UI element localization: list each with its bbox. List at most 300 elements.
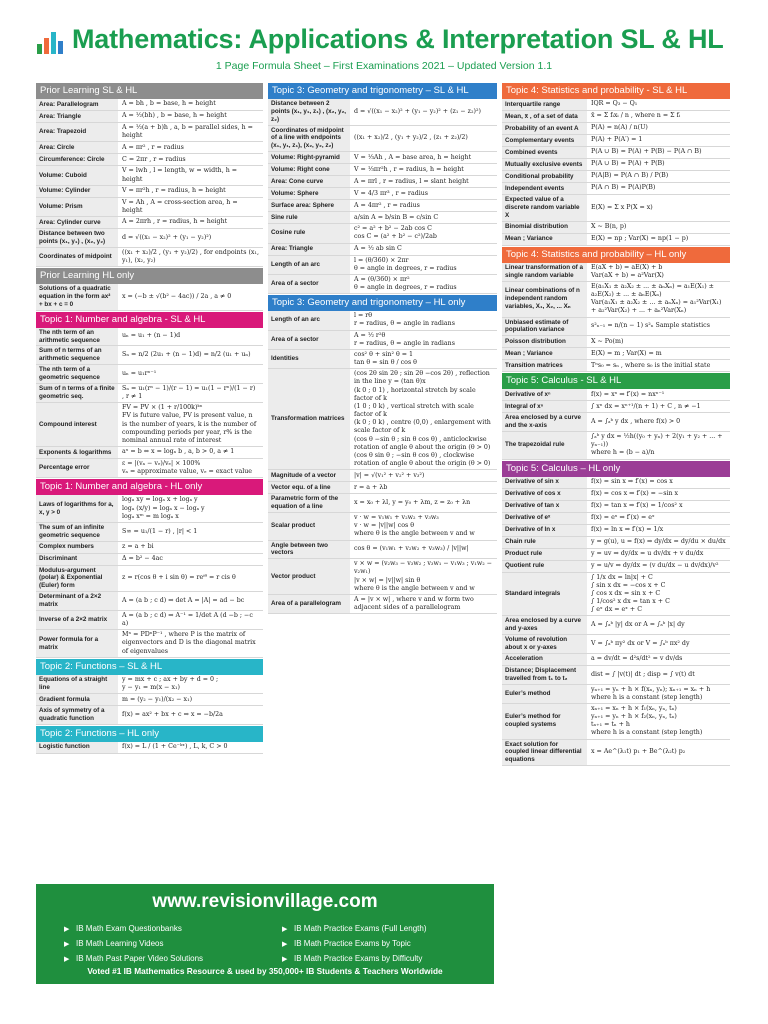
formula-value: P(A ∪ B) = P(A) + P(B) (591, 160, 665, 168)
section-header: Prior Learning HL only (36, 268, 263, 284)
formula-label: Vector product (268, 559, 350, 594)
formula-label: Laws of logarithms for a, x, y > 0 (36, 495, 118, 522)
formula-value: Tⁿs₀ = sₙ , where s₀ is the initial state (591, 361, 711, 369)
formula-label: Mutually exclusive events (502, 159, 587, 170)
promo-item[interactable] (282, 937, 427, 952)
promo-item-label: IB Math Practice Exams by Topic (294, 939, 411, 948)
formula-label: Standard integrals (502, 573, 587, 616)
formula-value: |v| = √(v₁² + v₂² + v₃²) (354, 471, 425, 479)
formula-label: Integral of xⁿ (502, 401, 587, 412)
formula-value: x̄ = Σ fᵢxᵢ / n , where n = Σ fᵢ (591, 112, 681, 120)
formula-value: V = ⅓πr²h , r = radius, h = height (354, 165, 464, 173)
formula-value: A = |v × w| , where v and w form two adjacent sides of a parallelogram (354, 595, 474, 612)
formula-value: y = uv ⇒ dy/dx = u dv/dx + v du/dx (591, 549, 704, 557)
formula-value: P(A ∪ B) = P(A) + P(B) − P(A ∩ B) (591, 148, 702, 156)
play-icon: ▶ (282, 941, 288, 948)
formula-label: Logistic function (36, 742, 118, 753)
formula-label: Determinant of a 2×2 matrix (36, 592, 118, 610)
formula-row (502, 263, 730, 282)
formula-label: Derivative of xⁿ (502, 389, 587, 400)
formula-row (36, 217, 263, 229)
formula-label: Derivative of cos x (502, 489, 587, 500)
formula-row (268, 331, 497, 350)
formula-row (502, 318, 730, 337)
formula-value: x = (−b ± √(b² − 4ac)) / 2a , a ≠ 0 (122, 292, 232, 300)
formula-value: A = ½ ab sin C (354, 244, 402, 252)
formula-value: A = (θ/360) × πr² θ = angle in degrees, r = radius (354, 275, 457, 292)
formula-row (502, 360, 730, 372)
formula-value: y = mx + c ; ax + by + d = 0 ; y − y₁ = m(x − x₁) (122, 675, 219, 691)
section-header: Topic 1: Number and algebra - SL & HL (36, 312, 263, 328)
formula-row (36, 198, 263, 217)
formula-label: Quotient rule (502, 561, 587, 572)
formula-row (268, 513, 497, 541)
section-header: Topic 4: Statistics and probability - SL & HL (502, 83, 730, 99)
formula-row (502, 501, 730, 513)
page-title: Mathematics: Applications & Interpretation SL & HL (72, 24, 724, 54)
formula-value: ∫ xⁿ dx = xⁿ⁺¹/(n + 1) + C , n ≠ −1 (591, 402, 701, 410)
formula-label: Euler’s method for coupled systems (502, 704, 587, 739)
formula-label: Distance between 2 points (x₁, y₁, z₁) , (x₂, y₂, z₂) (268, 99, 350, 125)
formula-value: Mⁿ = PDⁿP⁻¹ , where P is the matrix of eigenvectors and D is the diagonal matrix of eigenvalues (122, 631, 256, 655)
formula-row (502, 573, 730, 617)
formula-label: Euler’s method (502, 685, 587, 703)
formula-row (36, 694, 263, 706)
formula-row (268, 311, 497, 330)
formula-label: Area enclosed by a curve and y-axes (502, 616, 587, 634)
formula-row (502, 99, 730, 111)
formula-label: Coordinates of midpoint (36, 248, 118, 266)
play-icon: ▶ (64, 926, 70, 933)
formula-label: Mean ; Variance (502, 234, 587, 245)
formula-value: c² = a² + b² − 2ab cos C cos C = (a² + b² − c²)/2ab (354, 225, 437, 241)
formula-label: Vector equ. of a line (268, 482, 350, 493)
formula-value: A = 2πrh , r = radius, h = height (122, 218, 228, 226)
formula-value: S∞ = u₁/(1 − r) , |r| < 1 (122, 527, 198, 535)
formula-label: Area enclosed by a curve and the x-axis (502, 413, 587, 431)
formula-row (268, 99, 497, 126)
formula-row (502, 159, 730, 171)
formula-label: Surface area: Sphere (268, 200, 350, 211)
formula-value: f(x) = cos x ⇒ f′(x) = −sin x (591, 489, 679, 497)
formula-label: Chain rule (502, 537, 587, 548)
formula-row (268, 275, 497, 294)
formula-value: V = Ah , A = cross-section area, h = height (122, 198, 238, 214)
section-header: Topic 2: Functions – HL only (36, 726, 263, 742)
formula-row (36, 111, 263, 123)
formula-label: Interquartile range (502, 99, 587, 110)
column-right (502, 82, 730, 766)
formula-value: P(A ∩ B) = P(A)P(B) (591, 184, 656, 192)
formula-label: Solutions of a quadratic equation in the form ax² + bx + c = 0 (36, 284, 118, 310)
formula-label: Mean ; Variance (502, 348, 587, 359)
formula-value: d = √((x₁ − x₂)² + (y₁ − y₂)² + (z₁ − z₂)²) (354, 107, 481, 115)
formula-value: cos θ = (v₁w₁ + v₂w₂ + v₃w₃) / |v||w| (354, 545, 469, 553)
formula-row (502, 654, 730, 666)
formula-row (502, 489, 730, 501)
formula-label: The nth term of a geometric sequence (36, 365, 118, 383)
formula-value: xₙ₊₁ = xₙ + h × f₁(xₙ, yₙ, tₙ) yₙ₊₁ = yₙ + h × f₂(xₙ, yₙ, tₙ) tₙ₊₁ = tₙ + h where h is a constant (step length) (591, 704, 703, 737)
promo-item[interactable] (64, 922, 203, 937)
promo-item[interactable] (64, 952, 203, 967)
formula-row (36, 554, 263, 566)
formula-value: m = (y₂ − y₁)/(x₂ − x₁) (122, 695, 193, 703)
play-icon: ▶ (282, 926, 288, 933)
formula-label: Inverse of a 2×2 matrix (36, 611, 118, 629)
formula-row (502, 183, 730, 195)
formula-label: Transformation matrices (268, 369, 350, 469)
formula-label: Area: Triangle (36, 111, 118, 122)
section-header: Topic 3: Geometry and trigonometry – SL & HL (268, 83, 497, 99)
formula-value: (cos 2θ sin 2θ ; sin 2θ −cos 2θ) , reflection in the line y = (tan θ)x (k 0 ; 0 1) , horizontal stretch by scale factor of k (1 0 ; 0 k) , vertical stretch with scale factor of k (k 0 ; 0 k) , centre (0,0) , enlargement with scale factor of k (cos θ −sin θ ; sin θ cos θ) , anticlockwise rotation of angle θ about the origin (θ > 0) (cos θ sin θ ; −sin θ cos θ) , clockwise rotation of angle θ about the origin (θ > 0) (354, 370, 491, 468)
formula-label: Discriminant (36, 554, 118, 565)
formula-value: v × w = (v₂w₃ − v₃w₂ ; v₃w₁ − v₁w₃ ; v₁w₂ − v₂w₁) |v × w| = |v||w| sin θ where θ is the angle between v and w (354, 560, 493, 592)
formula-row (36, 346, 263, 365)
promo-item[interactable] (64, 937, 203, 952)
formula-value: A = ∫ₐᵇ y dx , where f(x) > 0 (591, 418, 681, 426)
formula-value: f(x) = tan x ⇒ f′(x) = 1/cos² x (591, 501, 683, 509)
formula-row (268, 559, 497, 595)
formula-label: Distance; Displacement travelled from t₁ to t₂ (502, 666, 587, 684)
formula-row (502, 561, 730, 573)
formula-row (502, 685, 730, 704)
formula-row (36, 123, 263, 142)
formula-label: Volume: Right-pyramid (268, 152, 350, 163)
formula-row (36, 154, 263, 166)
section-header: Topic 5: Calculus - SL & HL (502, 373, 730, 389)
formula-row (36, 566, 263, 593)
formula-row (502, 432, 730, 460)
formula-row (36, 99, 263, 111)
formula-row (36, 706, 263, 725)
banner-footer: Voted #1 IB Mathematics Resource & used by 350,000+ IB Students & Teachers Worldwide (87, 966, 443, 976)
formula-value: A = ∫ₐᵇ |y| dx or A = ∫ₐᵇ |x| dy (591, 621, 685, 629)
formula-value: A = ½(bh) , b = base, h = height (122, 112, 227, 120)
formula-value: P(A) = n(A) / n(U) (591, 124, 648, 132)
formula-row (502, 135, 730, 147)
formula-label: Product rule (502, 549, 587, 560)
formula-row (502, 635, 730, 654)
formula-label: Length of an arc (268, 256, 350, 274)
formula-value: f(x) = sin x ⇒ f′(x) = cos x (591, 477, 673, 485)
formula-label: Exact solution for coupled linear differential equations (502, 740, 587, 766)
formula-value: V = 4/3 πr³ , r = radius (354, 189, 429, 197)
formula-row (502, 282, 730, 318)
formula-row (36, 166, 263, 185)
formula-value: d = √((x₁ − x₂)² + (y₁ − y₂)²) (122, 233, 212, 241)
formula-label: Gradient formula (36, 694, 118, 705)
formula-label: The sum of an infinite geometric sequence (36, 523, 118, 541)
formula-row (268, 188, 497, 200)
column-middle (268, 82, 497, 614)
formula-value: V = πr²h , r = radius, h = height (122, 187, 226, 195)
website-link[interactable]: www.revisionvillage.com (152, 891, 378, 912)
promo-item[interactable] (282, 952, 427, 967)
formula-value: aˣ = b ⇔ x = logₐ b , a, b > 0, a ≠ 1 (122, 448, 235, 456)
formula-label: Expected value of a discrete random variable X (502, 195, 587, 221)
formula-label: Power formula for a matrix (36, 630, 118, 657)
formula-row (268, 350, 497, 369)
formula-label: Area of a sector (268, 331, 350, 349)
formula-value: yₙ₊₁ = yₙ + h × f(xₙ, yₙ); xₙ₊₁ = xₙ + h where h is a constant (step length) (591, 685, 711, 701)
formula-label: Volume of revolution about x or y-axes (502, 635, 587, 653)
formula-label: Derivative of tan x (502, 501, 587, 512)
formula-row (502, 537, 730, 549)
formula-value: ∫ₐᵇ y dx ≈ ½h((y₀ + yₙ) + 2(y₁ + y₂ + ... + yₙ₋₁)) where h = (b − a)/n (591, 433, 723, 457)
section-header: Topic 4: Statistics and probability – HL only (502, 247, 730, 263)
formula-value: V = lwh , l = length, w = width, h = height (122, 167, 238, 183)
formula-value: A = (a b ; c d) ⇒ A⁻¹ = 1/det A (d −b ; −c a) (122, 611, 253, 628)
formula-row (502, 413, 730, 432)
formula-label: Conditional probability (502, 171, 587, 182)
formula-label: Identities (268, 350, 350, 368)
formula-label: Linear combinations of n independent random variables, X₁, X₂, ... Xₙ (502, 282, 587, 317)
formula-value: ((x₁ + x₂)/2 , (y₁ + y₂)/2) , for endpoints (x₁, y₁), (x₂, y₂) (122, 248, 260, 264)
formula-row (268, 256, 497, 275)
formula-label: Distance between two points (x₁, y₁) , (x₂, y₂) (36, 229, 118, 247)
formula-label: The nth term of an arithmetic sequence (36, 328, 118, 346)
formula-value: E(a₁X₁ ± a₂X₂ ± ... ± aₙXₙ) = a₁E(X₁) ± a₂E(X₂) ± ... ± aₙE(Xₙ) Var(a₁X₁ ± a₂X₂ ± ... ± aₙXₙ) = a₁²Var(X₁) + a₂²Var(X₂) + ... + aₙ²Var(Xₙ) (591, 282, 722, 315)
formula-row (268, 176, 497, 188)
formula-label: Volume: Sphere (268, 188, 350, 199)
formula-row (502, 401, 730, 413)
formula-row (36, 447, 263, 459)
formula-label: Unbiased estimate of population variance (502, 318, 587, 336)
page-header (0, 0, 768, 78)
formula-label: Area: Circle (36, 142, 118, 153)
formula-label: Derivative of ln x (502, 525, 587, 536)
formula-row (268, 164, 497, 176)
formula-row (502, 477, 730, 489)
formula-label: Sum of n terms of a finite geometric seq. (36, 384, 118, 402)
formula-row (36, 542, 263, 554)
formula-value: l = (θ/360) × 2πr θ = angle in degrees, r = radius (354, 256, 457, 272)
play-icon: ▶ (64, 956, 70, 963)
formula-value: r = a + λb (354, 483, 388, 491)
formula-label: Sine rule (268, 212, 350, 223)
formula-row (502, 513, 730, 525)
section-header: Topic 5: Calculus – HL only (502, 461, 730, 477)
formula-value: f(x) = L / (1 + Ce⁻ᵏˣ) , L, k, C > 0 (122, 743, 228, 751)
formula-label: The trapezoidal rule (502, 432, 587, 459)
formula-row (502, 525, 730, 537)
formula-value: a/sin A = b/sin B = c/sin C (354, 213, 439, 221)
formula-value: f(x) = xⁿ ⇒ f′(x) = nxⁿ⁻¹ (591, 390, 665, 398)
formula-value: ((x₁ + x₂)/2 , (y₁ + y₂)/2 , (z₁ + z₂)/2) (354, 134, 468, 142)
formula-label: Independent events (502, 183, 587, 194)
formula-label: Exponents & logarithms (36, 447, 118, 458)
formula-row (36, 229, 263, 248)
promo-list-right (282, 922, 427, 967)
formula-label: Area of a parallelogram (268, 595, 350, 613)
formula-row (36, 675, 263, 694)
formula-row (502, 171, 730, 183)
formula-label: Mean, x̄ , of a set of data (502, 111, 587, 122)
formula-value: C = 2πr , r = radius (122, 155, 186, 163)
formula-row (502, 147, 730, 159)
formula-label: Sum of n terms of an arithmetic sequence (36, 346, 118, 364)
formula-value: logₐ xy = logₐ x + logₐ y logₐ (x/y) = logₐ x − logₐ y logₐ xᵐ = m logₐ x (122, 496, 205, 520)
formula-label: Acceleration (502, 654, 587, 665)
formula-label: Area: Cone curve (268, 176, 350, 187)
formula-value: A = πrl , r = radius, l = slant height (354, 177, 469, 185)
formula-row (36, 328, 263, 347)
formula-label: Combined events (502, 147, 587, 158)
formula-value: A = ½(a + b)h , a, b = parallel sides, h = height (122, 124, 253, 140)
formula-value: E(X) = Σ x P(X = x) (591, 203, 653, 211)
formula-label: Volume: Cuboid (36, 166, 118, 184)
formula-row (502, 348, 730, 360)
formula-label: Length of an arc (268, 311, 350, 329)
formula-label: Axis of symmetry of a quadratic function (36, 706, 118, 724)
formula-value: Δ = b² − 4ac (122, 555, 163, 563)
column-left (36, 82, 263, 754)
formula-row (502, 666, 730, 685)
promo-item-label: IB Math Practice Exams by Difficulty (294, 954, 423, 963)
formula-label: Area of a sector (268, 275, 350, 293)
formula-label: Binomial distribution (502, 222, 587, 233)
play-icon: ▶ (64, 941, 70, 948)
formula-row (268, 470, 497, 482)
formula-row (268, 212, 497, 224)
formula-value: A = πr² , r = radius (122, 143, 184, 151)
formula-label: Modulus-argument (polar) & Exponential (Euler) form (36, 566, 118, 592)
formula-value: cos² θ + sin² θ = 1 tan θ = sin θ / cos θ (354, 350, 417, 367)
formula-row (268, 244, 497, 256)
formula-value: FV = PV × (1 + r/100k)ᵏⁿ FV is future value, PV is present value, n is the number of years, k is the number of compounding periods per year, r% is the nominal annual rate of interest (122, 404, 257, 444)
formula-row (36, 611, 263, 630)
formula-value: f(x) = eˣ ⇒ f′(x) = eˣ (591, 513, 655, 521)
formula-row (502, 123, 730, 135)
formula-row (36, 523, 263, 542)
formula-value: X ~ B(n, p) (591, 222, 627, 230)
formula-value: z = r(cos θ + i sin θ) = reⁱᶿ = r cis θ (122, 574, 236, 582)
section-header: Topic 2: Functions – SL & HL (36, 659, 263, 675)
formula-row (502, 111, 730, 123)
formula-value: f(x) = ln x ⇒ f′(x) = 1/x (591, 525, 664, 533)
formula-value: P(A|B) = P(A ∩ B) / P(B) (591, 172, 669, 180)
formula-value: A = bh , b = base, h = height (122, 100, 216, 108)
formula-value: f(x) = ax² + bx + c ⇒ x = −b/2a (122, 710, 223, 718)
formula-row (502, 616, 730, 635)
formula-label: Parametric form of the equation of a line (268, 494, 350, 512)
formula-label: Angle between two vectors (268, 541, 350, 559)
formula-value: x = Ae^(λ₁t) p₁ + Be^(λ₂t) p₂ (591, 748, 686, 756)
formula-value: l = rθ r = radius, θ = angle in radians (354, 312, 455, 328)
formula-value: a = dv/dt = d²s/dt² = v dv/ds (591, 655, 683, 663)
formula-label: Linear transformation of a single random variable (502, 263, 587, 281)
formula-row (268, 224, 497, 243)
formula-row (502, 740, 730, 767)
formula-row (36, 742, 263, 754)
formula-value: s²ₙ₋₁ = n/(n − 1) s²ₙ Sample statistics (591, 322, 710, 330)
promo-list-left (64, 922, 203, 967)
formula-row (268, 595, 497, 614)
bar-chart-logo-icon (37, 28, 63, 54)
formula-label: Derivative of eˣ (502, 513, 587, 524)
formula-value: v · w = v₁w₁ + v₂w₂ + v₃w₃ v · w = |v||w| cos θ where θ is the angle between v and w (354, 514, 475, 538)
formula-row (268, 541, 497, 560)
formula-row (268, 126, 497, 153)
promo-item-label: IB Math Exam Questionbanks (76, 924, 182, 933)
formula-row (502, 195, 730, 222)
formula-row (36, 630, 263, 658)
formula-label: Poisson distribution (502, 336, 587, 347)
formula-value: y = g(u), u = f(x) ⇒ dy/dx = dy/du × du/dx (591, 537, 726, 545)
formula-label: Area: Parallelogram (36, 99, 118, 110)
formula-row (268, 482, 497, 494)
formula-label: Complementary events (502, 135, 587, 146)
formula-label: Volume: Right cone (268, 164, 350, 175)
formula-label: Derivative of sin x (502, 477, 587, 488)
formula-label: Area: Cylinder curve (36, 217, 118, 228)
formula-value: ε = |(vₐ − vₑ)/vₑ| × 100% vₐ = approximate value, vₑ = exact value (122, 460, 253, 476)
formula-value: A = (a b ; c d) ⇒ det A = |A| = ad − bc (122, 596, 245, 604)
formula-row (268, 369, 497, 470)
formula-label: Area: Triangle (268, 244, 350, 255)
promo-banner (36, 884, 494, 984)
formula-row (502, 222, 730, 234)
formula-row (36, 403, 263, 447)
formula-label: Circumference: Circle (36, 154, 118, 165)
formula-row (36, 592, 263, 611)
page-subtitle: 1 Page Formula Sheet – First Examinations 2021 – Updated Version 1.1 (215, 60, 553, 72)
formula-row (268, 494, 497, 513)
formula-label: Cosine rule (268, 224, 350, 242)
formula-row (36, 284, 263, 311)
formula-value: A = 4πr² , r = radius (354, 201, 420, 209)
formula-label: Complex numbers (36, 542, 118, 553)
formula-row (502, 389, 730, 401)
formula-value: Sₙ = n/2 (2u₁ + (n − 1)d) = n/2 (u₁ + uₙ) (122, 351, 251, 359)
promo-item-label: IB Math Past Paper Video Solutions (76, 954, 204, 963)
formula-row (36, 186, 263, 198)
formula-value: E(aX + b) = aE(X) + b Var(aX + b) = a²Var(X) (591, 263, 664, 279)
formula-row (36, 142, 263, 154)
formula-value: y = u/v ⇒ dy/dx = (v du/dx − u dv/dx)/v² (591, 561, 719, 569)
formula-label: Coordinates of midpoint of a line with endpoints (x₁, y₁, z₁), (x₂, y₂, z₂) (268, 126, 350, 152)
section-header: Topic 1: Number and algebra - HL only (36, 479, 263, 495)
play-icon: ▶ (282, 956, 288, 963)
promo-item-label: IB Math Learning Videos (76, 939, 164, 948)
formula-row (502, 234, 730, 246)
formula-label: Compound interest (36, 403, 118, 446)
formula-value: uₙ = u₁ + (n − 1)d (122, 332, 181, 340)
formula-value: z = a + bi (122, 543, 154, 551)
section-header: Topic 3: Geometry and trigonometry – HL only (268, 295, 497, 311)
formula-label: Scalar product (268, 513, 350, 540)
formula-row (36, 365, 263, 384)
formula-row (36, 248, 263, 267)
formula-value: A = ½ r²θ r = radius, θ = angle in radians (354, 331, 455, 347)
formula-label: Probability of an event A (502, 123, 587, 134)
formula-value: V = ∫ₐᵇ πy² dx or V = ∫ₐᵇ πx² dy (591, 639, 690, 647)
promo-item[interactable] (282, 922, 427, 937)
formula-value: x = x₀ + λl, y = y₀ + λm, z = z₀ + λn (354, 499, 471, 507)
formula-value: X ~ Po(m) (591, 337, 624, 345)
formula-label: Magnitude of a vector (268, 470, 350, 481)
formula-row (502, 336, 730, 348)
formula-label: Transition matrices (502, 360, 587, 371)
formula-label: Volume: Prism (36, 198, 118, 216)
formula-value: Sₙ = u₁(rⁿ − 1)/(r − 1) = u₁(1 − rⁿ)/(1 − r) , r ≠ 1 (122, 384, 256, 400)
formula-value: uₙ = u₁rⁿ⁻¹ (122, 369, 157, 377)
section-header: Prior Learning SL & HL (36, 83, 263, 99)
formula-value: ∫ 1/x dx = ln|x| + C ∫ sin x dx = −cos x + C ∫ cos x dx = sin x + C ∫ 1/cos² x dx = tan x + C ∫ eˣ dx = eˣ + C (591, 573, 670, 614)
formula-row (36, 459, 263, 478)
formula-row (502, 549, 730, 561)
formula-value: E(X) = m ; Var(X) = m (591, 349, 662, 357)
